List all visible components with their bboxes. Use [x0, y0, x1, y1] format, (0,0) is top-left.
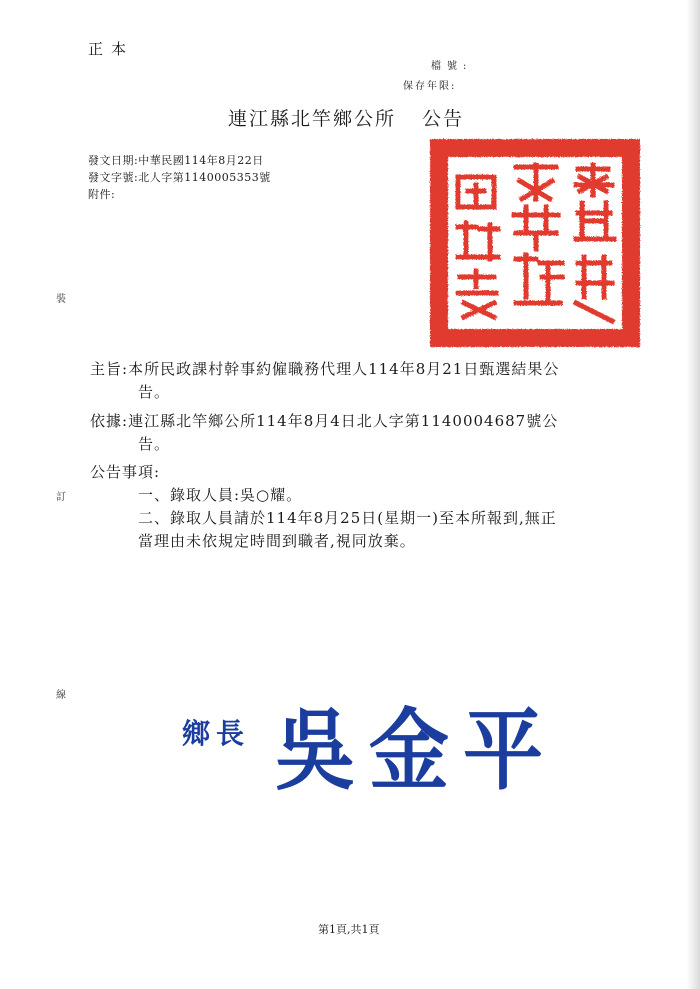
issue-date: 發文日期:中華民國114年8月22日 — [88, 154, 264, 167]
signatory-name: 吳金平 — [275, 699, 557, 803]
basis-text: 連江縣北竿鄉公所114年8月4日北人字第1140004687號公 — [128, 412, 559, 430]
basis-section — [90, 410, 630, 456]
announcement-item-2: 二、錄取人員請於114年8月25日(星期一)至本所報到,無正 — [138, 509, 557, 527]
scan-edge-shadow — [686, 0, 700, 989]
retention-period-label: 保存年限: — [403, 81, 457, 92]
basis-label: 依據: — [90, 412, 129, 430]
subject-text-continued: 告。 — [138, 383, 171, 401]
binding-mark-bottom: 線 — [56, 690, 66, 701]
archive-number-label: 檔號: — [431, 61, 473, 72]
subject-text: 本所民政課村幹事約僱職務代理人114年8月21日甄選結果公 — [128, 360, 560, 378]
copy-type-label: 正本 — [88, 40, 135, 58]
signatory-title: 鄉長 — [182, 717, 251, 750]
attachment-label: 附件: — [88, 188, 116, 201]
binding-mark-middle: 訂 — [56, 492, 66, 503]
document-type: 公告 — [422, 108, 465, 130]
document-number: 發文字號:北人字第1140005353號 — [88, 171, 271, 184]
official-seal-stamp — [428, 137, 642, 349]
binding-mark-top: 裝 — [56, 294, 66, 305]
document-title — [228, 104, 464, 131]
subject-section — [90, 358, 630, 404]
announcement-item-1: 一、錄取人員:吳○耀。 — [138, 486, 303, 504]
announcement-items-heading: 公告事項: — [90, 463, 161, 481]
announcement-items-section — [90, 461, 630, 553]
issuing-office: 連江縣北竿鄉公所 — [228, 108, 397, 130]
basis-text-continued: 告。 — [138, 435, 171, 453]
subject-label: 主旨: — [90, 360, 129, 378]
page-number: 第1頁,共1頁 — [318, 923, 380, 936]
announcement-item-2-continued: 當理由未依規定時間到職者,視同放棄。 — [138, 532, 416, 550]
